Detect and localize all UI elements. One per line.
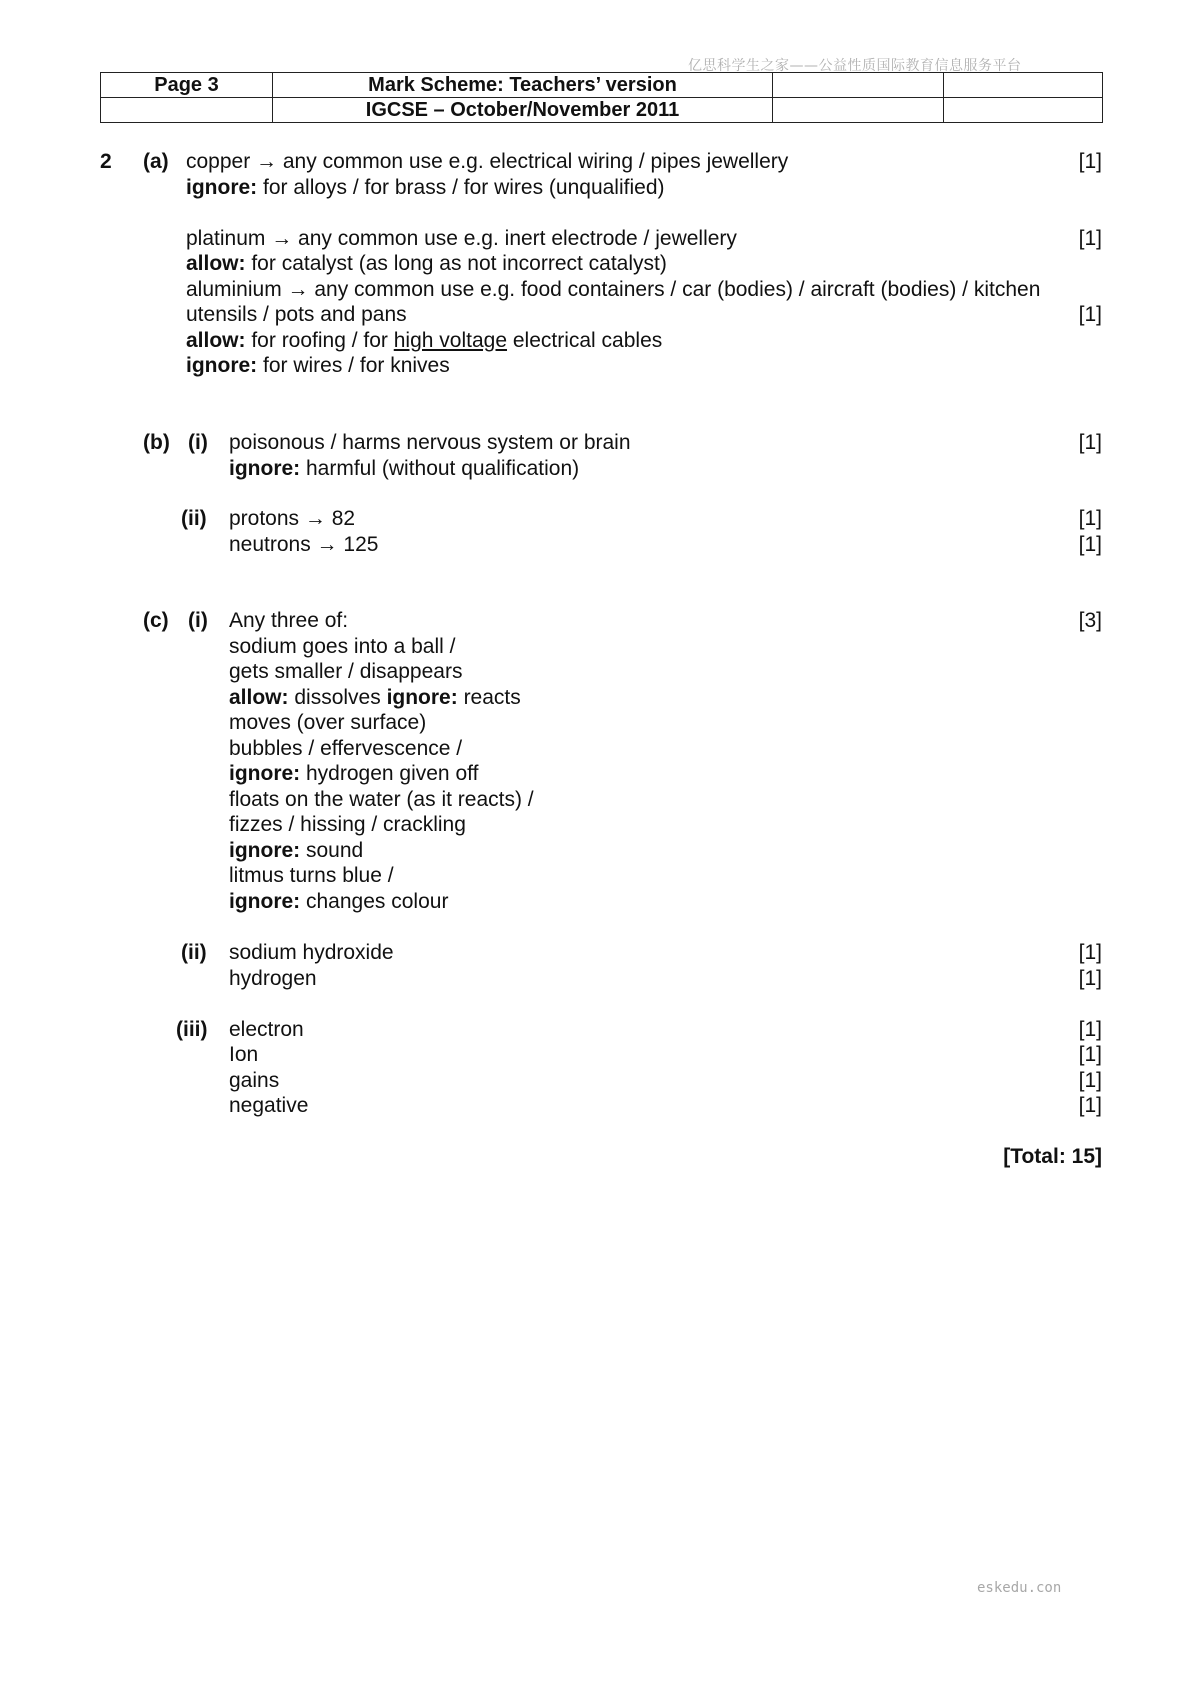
copper-answer: copper → any common use e.g. electrical wiring / pipes jewellery — [186, 150, 789, 173]
b-ii-neutrons-mark: [1] — [1078, 533, 1102, 556]
header-empty-cell — [944, 73, 1103, 98]
c-iii-mark: [1] — [1078, 1043, 1102, 1066]
c-iii-answer: electron — [229, 1018, 304, 1041]
part-c-iii-label: (iii) — [176, 1018, 208, 1041]
question-number: 2 — [100, 150, 112, 173]
platinum-allow: allow: for catalyst (as long as not incorrect catalyst) — [186, 252, 667, 275]
part-c-ii-label: (ii) — [181, 941, 207, 964]
c-i-line: bubbles / effervescence / — [229, 737, 463, 760]
c-iii-answer: Ion — [229, 1043, 259, 1066]
aluminium-ignore: ignore: for wires / for knives — [186, 354, 450, 377]
b-ii-protons: protons → 82 — [229, 507, 356, 530]
c-iii-mark: [1] — [1078, 1069, 1102, 1092]
header-empty-cell — [773, 98, 944, 123]
header-empty-cell — [944, 98, 1103, 123]
aluminium-answer-line1: aluminium → any common use e.g. food containers / car (bodies) / aircraft (bodies) / kitchen — [186, 278, 1041, 301]
part-c-i-label: (i) — [188, 609, 208, 632]
platinum-mark: [1] — [1078, 227, 1102, 250]
part-b-ii-label: (ii) — [181, 507, 207, 530]
c-i-line: gets smaller / disappears — [229, 660, 463, 683]
aluminium-allow: allow: for roofing / for high voltage electrical cables — [186, 329, 663, 352]
c-iii-mark: [1] — [1078, 1094, 1102, 1117]
c-i-line: ignore: changes colour — [229, 890, 449, 913]
c-i-line: allow: dissolves ignore: reacts — [229, 686, 521, 709]
b-ii-protons-mark: [1] — [1078, 507, 1102, 530]
c-ii-mark: [1] — [1078, 967, 1102, 990]
b-i-mark: [1] — [1078, 431, 1102, 454]
c-i-intro: Any three of: — [229, 609, 349, 632]
part-b-label: (b) — [143, 431, 170, 454]
b-i-answer: poisonous / harms nervous system or brain — [229, 431, 631, 454]
header-page: Page 3 — [101, 73, 273, 98]
part-b-i-label: (i) — [188, 431, 208, 454]
copper-mark: [1] — [1078, 150, 1102, 173]
b-ii-neutrons: neutrons → 125 — [229, 533, 379, 556]
c-i-line: ignore: hydrogen given off — [229, 762, 479, 785]
c-ii-answer: sodium hydroxide — [229, 941, 394, 964]
aluminium-mark: [1] — [1078, 303, 1102, 326]
header-exam: IGCSE – October/November 2011 — [273, 98, 773, 123]
c-i-line: ignore: sound — [229, 839, 364, 862]
platinum-answer: platinum → any common use e.g. inert electrode / jewellery — [186, 227, 737, 250]
c-iii-mark: [1] — [1078, 1018, 1102, 1041]
watermark-top: 亿思科学生之家——公益性质国际教育信息服务平台 — [688, 58, 1022, 74]
total-marks: [Total: 15] — [1003, 1145, 1102, 1168]
c-iii-answer: negative — [229, 1094, 309, 1117]
c-i-line: litmus turns blue / — [229, 864, 394, 887]
c-iii-answer: gains — [229, 1069, 280, 1092]
c-i-mark: [3] — [1078, 609, 1102, 632]
aluminium-answer-line2: utensils / pots and pans — [186, 303, 407, 326]
copper-ignore: ignore: for alloys / for brass / for wires (unqualified) — [186, 176, 665, 199]
c-ii-answer: hydrogen — [229, 967, 317, 990]
watermark-bottom: eskedu.con — [977, 1580, 1062, 1596]
c-i-line: sodium goes into a ball / — [229, 635, 456, 658]
c-i-line: fizzes / hissing / crackling — [229, 813, 466, 836]
c-i-line: moves (over surface) — [229, 711, 427, 734]
c-i-line: floats on the water (as it reacts) / — [229, 788, 534, 811]
b-i-ignore: ignore: harmful (without qualification) — [229, 457, 580, 480]
header-empty-cell — [101, 98, 273, 123]
c-ii-mark: [1] — [1078, 941, 1102, 964]
header-empty-cell — [773, 73, 944, 98]
header-title: Mark Scheme: Teachers’ version — [273, 73, 773, 98]
part-a-label: (a) — [143, 150, 169, 173]
part-c-label: (c) — [143, 609, 169, 632]
header-table — [100, 72, 1103, 123]
